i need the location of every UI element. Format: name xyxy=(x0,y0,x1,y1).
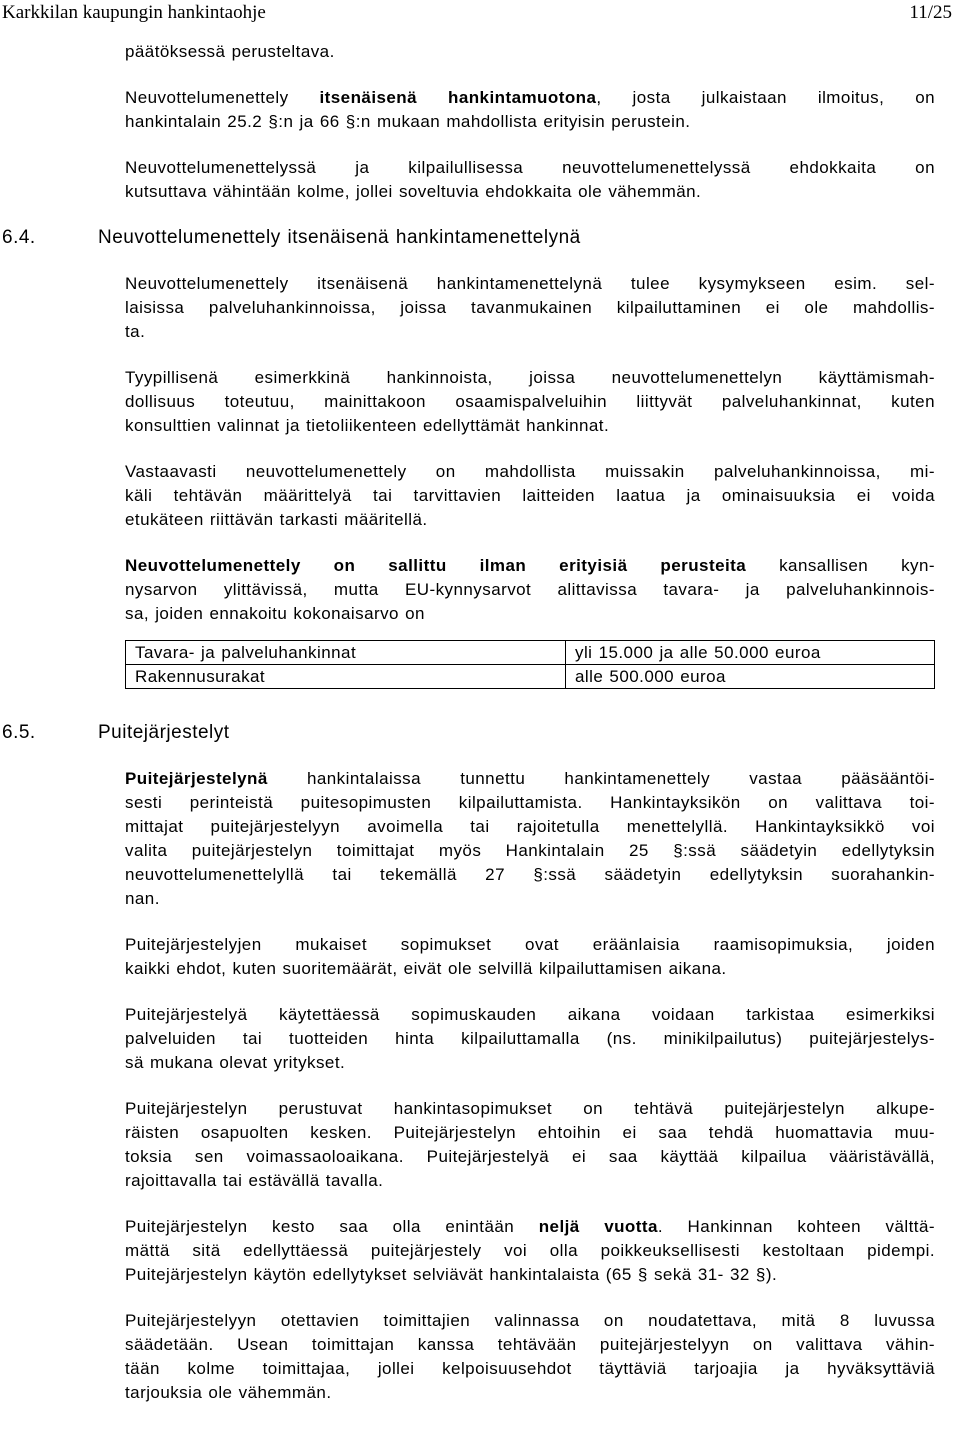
text-line: palveluiden tai tuotteiden hinta kilpailuttamalla (ns. minikilpailutus) puitejärjestelys- xyxy=(125,1029,935,1048)
paragraph xyxy=(125,40,935,64)
section-heading-6-4 xyxy=(0,226,935,250)
text-line: neuvottelumenettelyllä tai tekemällä 27 §:ssä säädetyin edellytyksin suorahankin- xyxy=(125,865,935,884)
text-run: , josta julkaistaan ilmoitus, on xyxy=(596,88,935,107)
table-row xyxy=(126,641,935,665)
text-line: hankintalain 25.2 §:n ja 66 §:n mukaan mahdollista erityisin perustein. xyxy=(125,112,691,131)
table-row xyxy=(126,665,935,689)
text-line: kaikki ehdot, kuten suoritemäärät, eivät ole selvillä kilpailuttamisen aikana. xyxy=(125,959,727,978)
text-line: Puitejärjestelyä käytettäessä sopimuskauden aikana voidaan tarkistaa esimerkiksi xyxy=(125,1005,935,1024)
text-line: käli tehtävän määrittelyä tai tarvittavien laitteiden laatua ja ominaisuuksia ei voida xyxy=(125,486,935,505)
text-run: Neuvottelumenettely xyxy=(125,88,320,107)
paragraph xyxy=(125,86,935,134)
text-run: . Hankinnan kohteen välttä- xyxy=(657,1217,935,1236)
text-line: mättä sitä edellyttäessä puitejärjestely voi olla poikkeuksellisesti kestoltaan pidempi. xyxy=(125,1241,935,1260)
section-title: Puitejärjestelyt xyxy=(98,722,230,743)
paragraph xyxy=(125,156,935,204)
text-line: säädetään. Usean toimittajan kanssa tehtävään puitejärjestelyyn on valittava vähin- xyxy=(125,1335,935,1354)
text-line xyxy=(125,1215,935,1239)
paragraph xyxy=(125,1215,935,1287)
text-line: rajoittavalla tai estävällä tavalla. xyxy=(125,1171,384,1190)
text-run: hankintalaissa tunnettu hankintamenettely vastaa pääsääntöi- xyxy=(267,769,935,788)
text-line: tarjouksia ole vähemmän. xyxy=(125,1383,332,1402)
paragraph xyxy=(125,1003,935,1075)
text-line: valita puitejärjestelyn toimittajat myös Hankintalain 25 §:ssä säädetyin edellytyksin xyxy=(125,841,935,860)
paragraph xyxy=(125,272,935,344)
table-cell: Tavara- ja palveluhankinnat xyxy=(126,641,566,665)
document-body xyxy=(2,40,935,1405)
text-line: Puitejärjestelyyn otettavien toimittajien valinnassa on noudatettava, mitä 8 luvussa xyxy=(125,1311,935,1330)
bold-text: Neuvottelumenettely on sallittu ilman erityisiä perusteita xyxy=(125,556,747,575)
text-line: Puitejärjestelyn perustuvat hankintasopimukset on tehtävä puitejärjestelyn alkupe- xyxy=(125,1099,935,1118)
text-line: toksia sen voimassaoloaikana. Puitejärjestelyä ei saa käyttää kilpailua vääristävällä, xyxy=(125,1147,935,1166)
page-number: 11/25 xyxy=(909,2,952,23)
paragraph xyxy=(125,767,935,911)
text-line xyxy=(125,554,935,578)
paragraph xyxy=(125,460,935,532)
text-line: tään kolme toimittajaa, jollei kelpoisuusehdot täyttäviä tarjoajia ja hyväksyttäviä xyxy=(125,1359,935,1378)
text-line: Puitejärjestelyjen mukaiset sopimukset ovat eräänlaisia raamisopimuksia, joiden xyxy=(125,935,935,954)
bold-text: Puitejärjestelynä xyxy=(125,769,268,788)
text-line: Puitejärjestelyn käytön edellytykset selviävät hankintalaista (65 § sekä 31- 32 §). xyxy=(125,1265,778,1284)
text-line: sa, joiden ennakoitu kokonaisarvo on xyxy=(125,604,425,623)
text-line: Tyypillisenä esimerkkinä hankinnoista, joissa neuvottelumenettelyn käyttämismah- xyxy=(125,368,935,387)
text-line: laisissa palveluhankinnoissa, joissa tavanmukainen kilpailuttaminen ei ole mahdollis- xyxy=(125,298,935,317)
text-run: Puitejärjestelyn kesto saa olla enintään xyxy=(125,1217,539,1236)
text-line: dollisuus toteutuu, mainittakoon osaamispalveluihin liittyvät palveluhankinnat, kuten xyxy=(125,392,935,411)
page-header xyxy=(0,0,960,22)
paragraph xyxy=(125,1097,935,1193)
text-line: etukäteen riittävän tarkasti määritellä. xyxy=(125,510,428,529)
paragraph xyxy=(125,933,935,981)
text-line: nysarvon ylittävissä, mutta EU-kynnysarvot alittavissa tavara- ja palveluhankinnois- xyxy=(125,580,935,599)
text-line: sä mukana olevat yritykset. xyxy=(125,1053,346,1072)
section-number: 6.5. xyxy=(2,722,36,743)
section-title: Neuvottelumenettely itsenäisenä hankintamenettelynä xyxy=(98,227,581,248)
table-cell: alle 500.000 euroa xyxy=(566,665,935,689)
text-line: Vastaavasti neuvottelumenettely on mahdollista muissakin palveluhankinnoissa, mi- xyxy=(125,462,935,481)
text-line: kutsuttava vähintään kolme, jollei soveltuvia ehdokkaita ole vähemmän. xyxy=(125,182,702,201)
bold-text: itsenäisenä hankintamuotona xyxy=(319,88,597,107)
section-heading-6-5 xyxy=(0,721,935,745)
text-line xyxy=(125,767,935,791)
text-run: kansallisen kyn- xyxy=(746,556,935,575)
text-line: Neuvottelumenettelyssä ja kilpailullisessa neuvottelumenettelyssä ehdokkaita on xyxy=(125,158,935,177)
text-line: päätöksessä perusteltava. xyxy=(125,42,335,61)
table-cell: yli 15.000 ja alle 50.000 euroa xyxy=(566,641,935,665)
bold-text: neljä vuotta xyxy=(538,1217,658,1236)
document-title: Karkkilan kaupungin hankintaohje xyxy=(2,2,266,23)
table-cell: Rakennusurakat xyxy=(126,665,566,689)
text-line: Neuvottelumenettely itsenäisenä hankintamenettelynä tulee kysymykseen esim. sel- xyxy=(125,274,935,293)
text-line: ta. xyxy=(125,322,146,341)
text-line: sesti perinteistä puitesopimusten kilpailuttamista. Hankintayksikön on valittava toi- xyxy=(125,793,935,812)
paragraph xyxy=(125,554,935,626)
paragraph xyxy=(125,366,935,438)
threshold-table xyxy=(125,640,935,689)
text-line: nan. xyxy=(125,889,160,908)
text-line: konsulttien valinnat ja tietoliikenteen edellyttämät hankinnat. xyxy=(125,416,610,435)
paragraph xyxy=(125,1309,935,1405)
text-line xyxy=(125,86,935,110)
section-number: 6.4. xyxy=(2,227,36,248)
text-line: räisten osapuolten kesken. Puitejärjestelyn ehtoihin ei saa tehdä huomattavia muu- xyxy=(125,1123,935,1142)
text-line: mittajat puitejärjestelyyn avoimella tai rajoitetulla menettelyllä. Hankintayksikkö voi xyxy=(125,817,935,836)
